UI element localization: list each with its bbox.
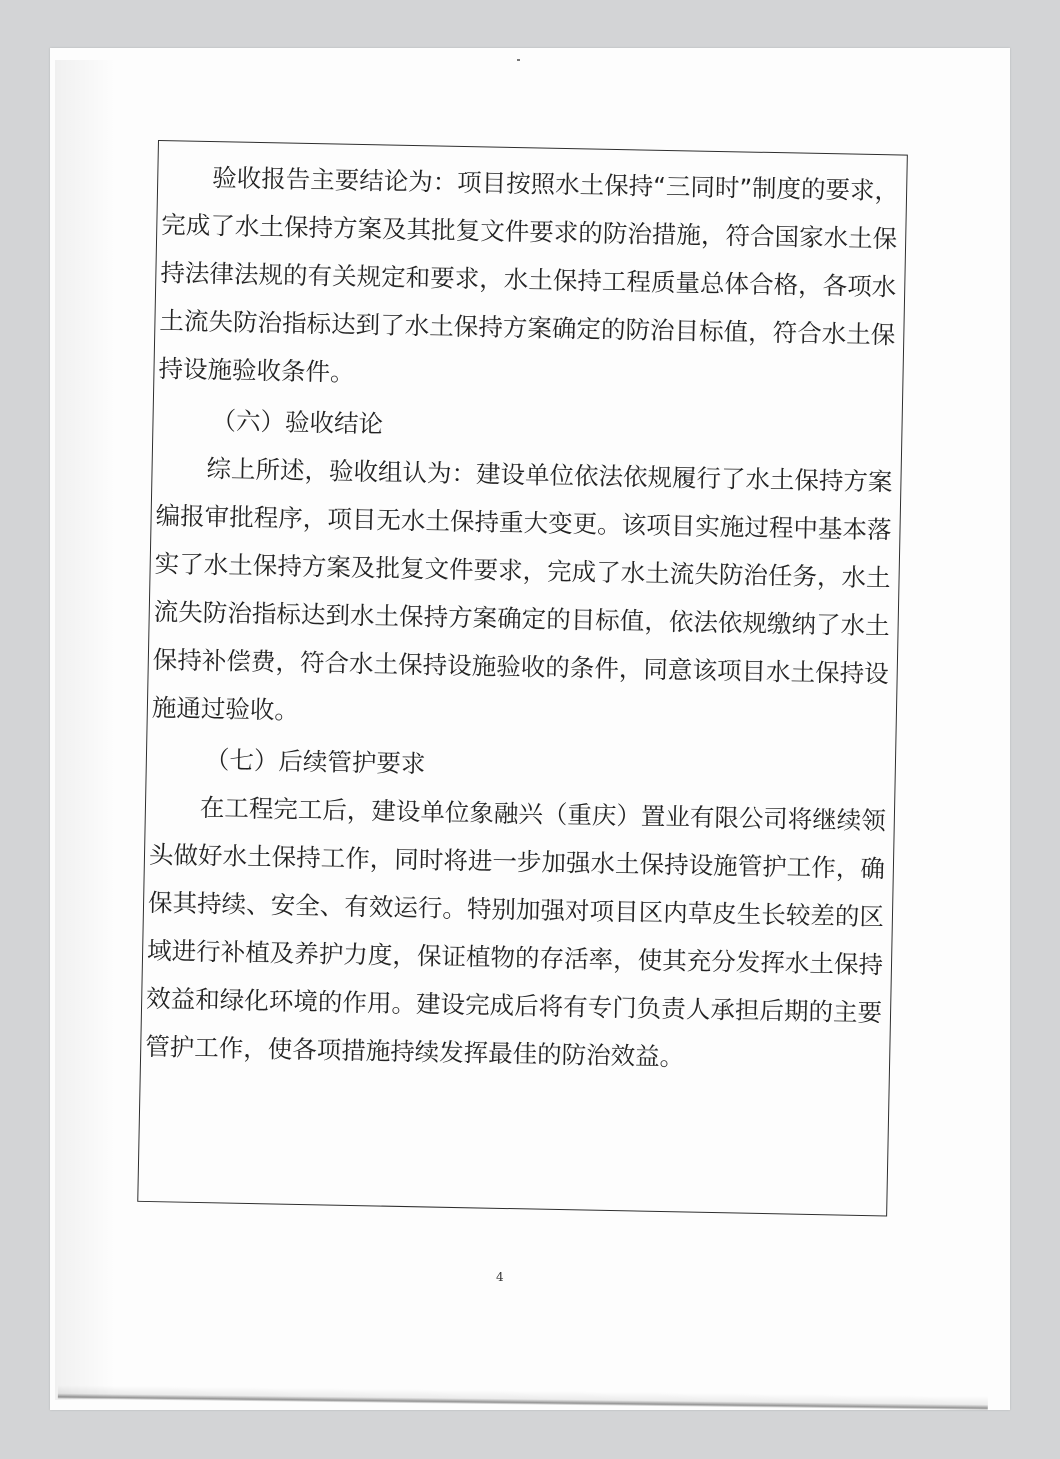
- scan-speck: [517, 59, 520, 61]
- paragraph-line: 保持补偿费，符合水土保持设施验收的条件，同意该项目水土保持设: [152, 645, 889, 689]
- paragraph-line: 实了水土保持方案及批复文件要求，完成了水土流失防治任务，水土: [154, 549, 891, 593]
- page-number: 4: [496, 1270, 504, 1284]
- document-body: [144, 157, 909, 1072]
- paragraph-line: 验收报告主要结论为：项目按照水土保持“三同时”制度的要求，: [211, 163, 900, 206]
- paragraph-line: 编报审批程序，项目无水土保持重大变更。该项目实施过程中基本落: [155, 501, 892, 545]
- paragraph-line: 完成了水土保持方案及其批复文件要求的防治措施，符合国家水土保: [161, 210, 898, 254]
- paragraph-line: 头做好水土保持工作，同时将进一步加强水土保持设施管护工作，确: [148, 839, 886, 884]
- paragraph-line: 管护工作，使各项措施持续发挥最佳的防治效益。: [144, 1031, 685, 1072]
- section-heading-conclusion: （六）验收结论: [211, 406, 384, 439]
- paragraph-line: 在工程完工后，建设单位象融兴（重庆）置业有限公司将继续领: [199, 792, 887, 836]
- section-heading-maintenance: （七）后续管护要求: [204, 745, 426, 779]
- paragraph-line: 持设施验收条件。: [158, 354, 355, 387]
- paragraph-line: 持法律法规的有关规定和要求，水土保持工程质量总体合格，各项水: [160, 258, 897, 302]
- paragraph-line: 流失防治指标达到水土保持方案确定的目标值，依法依规缴纳了水土: [153, 597, 890, 641]
- paragraph-line: 施通过验收。: [151, 692, 300, 725]
- paragraph-line: 综上所述，验收组认为：建设单位依法依规履行了水土保持方案: [206, 454, 893, 497]
- paragraph-line: 域进行补植及养护力度，保证植物的存活率，使其充分发挥水土保持: [146, 935, 884, 980]
- content-frame: [137, 140, 908, 1216]
- paragraph-line: 保其持续、安全、有效运行。特别加强对项目区内草皮生长较差的区: [147, 887, 885, 932]
- page-left-shadow: [55, 60, 115, 1400]
- paragraph-line: 土流失防治指标达到了水土保持方案确定的防治目标值，符合水土保: [159, 306, 896, 350]
- paragraph-line: 效益和绿化环境的作用。建设完成后将有专门负责人承担后期的主要: [145, 983, 883, 1028]
